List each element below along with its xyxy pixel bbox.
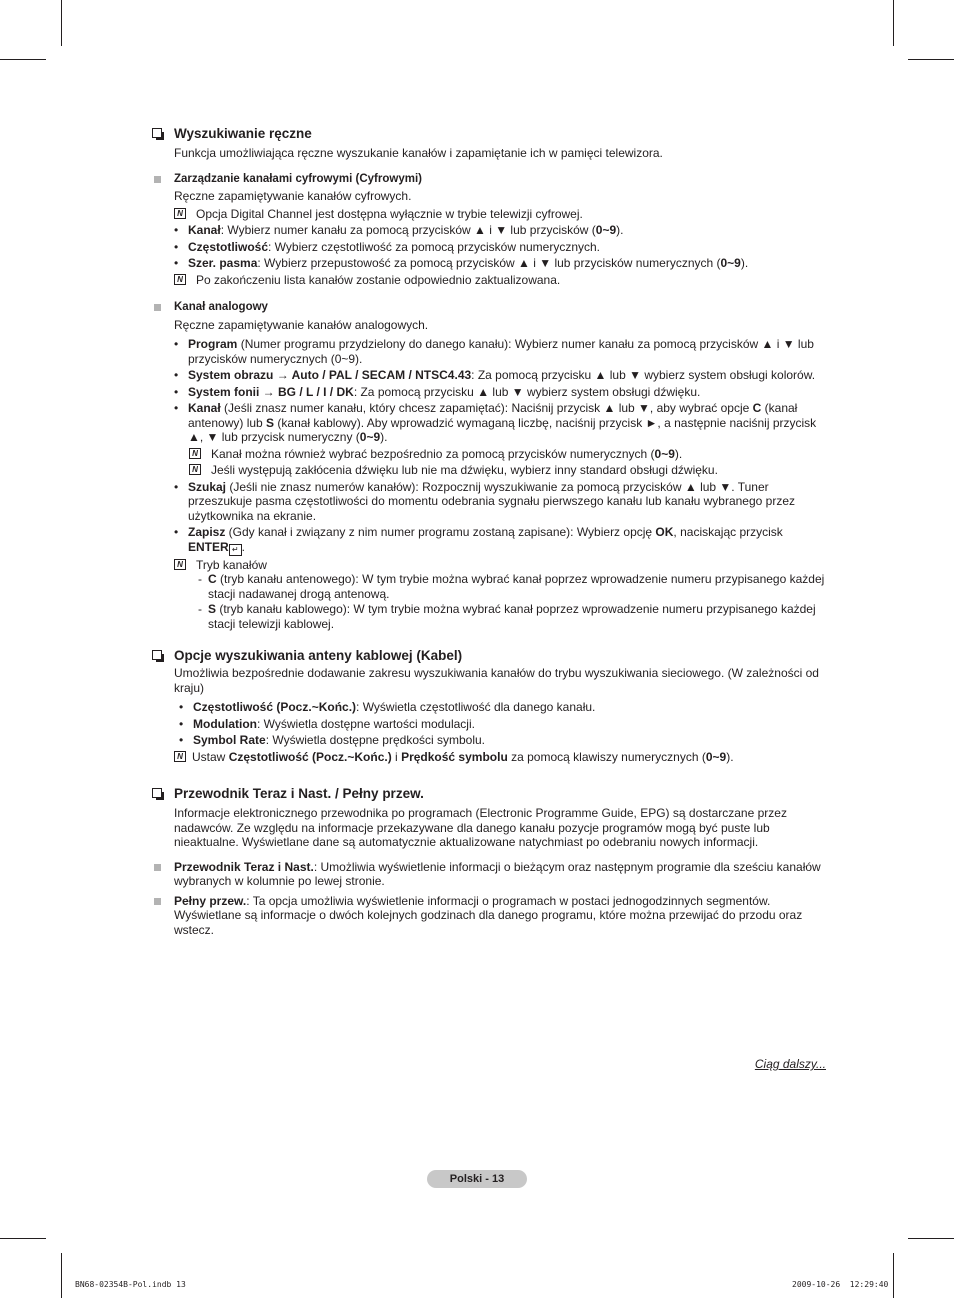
checkbox-icon	[152, 788, 162, 798]
bullet: •	[174, 256, 179, 270]
square-bullet-icon	[154, 898, 161, 905]
crop-mark	[61, 1253, 62, 1298]
bullet: •	[174, 479, 179, 494]
list-item: • System obrazu → Auto / PAL / SECAM / NTSC4.43: Za pomocą przycisku ▲ lub ▼ wybierz system obsługi kolorów.	[174, 368, 816, 382]
enter-icon: ↵	[229, 544, 242, 556]
note: N Opcja Digital Channel jest dostępna wyłącznie w trybie telewizji cyfrowej.	[152, 207, 826, 222]
section-heading-manual-search: Wyszukiwanie ręczne	[152, 126, 826, 142]
crop-mark	[893, 1253, 894, 1298]
bullet: •	[179, 733, 184, 747]
note: N Po zakończeniu lista kanałów zostanie odpowiednio zaktualizowana.	[152, 273, 826, 288]
checkbox-icon	[152, 650, 162, 660]
subheading-analog: Kanał analogowy	[152, 300, 826, 315]
square-bullet-icon	[154, 176, 161, 183]
page-content	[152, 126, 826, 937]
continued-label: Ciąg dalszy...	[754, 1057, 826, 1071]
square-bullet-icon	[154, 304, 161, 311]
note-icon: N	[174, 274, 186, 285]
page-number-badge: Polski - 13	[427, 1170, 527, 1188]
footer-file: BN68-02354B-Pol.indb 13	[75, 1280, 186, 1289]
crop-mark	[908, 59, 954, 60]
note-icon: N	[174, 208, 186, 219]
crop-mark	[893, 0, 894, 46]
list-item: • Zapisz (Gdy kanał i związany z nim numer programu zostaną zapisane): Wybierz opcję OK, naciskając przycisk ENTER ↵ .	[174, 525, 783, 554]
bullet: •	[174, 337, 179, 351]
bullet: •	[174, 384, 179, 399]
section-heading-epg: Przewodnik Teraz i Nast. / Pełny przew.	[152, 786, 826, 802]
list-item: • Modulation: Wyświetla dostępne wartości modulacji.	[179, 716, 475, 731]
note: N Ustaw Częstotliwość (Pocz.~Końc.) i Prędkość symbolu za pomocą klawiszy numerycznych (0~9).	[152, 750, 826, 765]
list-item: Przewodnik Teraz i Nast.: Umożliwia wyświetlenie informacji o bieżącym oraz następnym programie dla sześciu kanałów wybranych w kolumnie po lewej stronie.	[152, 860, 826, 889]
bullet: •	[174, 525, 179, 539]
list-item: • Symbol Rate: Wyświetla dostępne prędkości symbolu.	[179, 733, 486, 747]
section-heading-cable-search: Opcje wyszukiwania anteny kablowej (Kabel)	[152, 648, 826, 664]
list-item: • Szukaj (Jeśli nie znasz numerów kanałów): Rozpocznij wyszukiwanie za pomocą przycisków ▲ lub ▼. Tuner przeszukuje pasma częstotliwości do momentu odebrania sygnału pierwszego kanału lub kanału wybranego przez użytkownika na ekranie.	[174, 479, 796, 523]
list-item: • Kanał: Wybierz numer kanału za pomocą przycisków ▲ i ▼ lub przycisków (0~9).	[174, 223, 624, 237]
paragraph: Ręczne zapamiętywanie kanałów cyfrowych.	[174, 189, 412, 203]
section-description: Informacje elektronicznego przewodnika po programach (Electronic Programme Guide, EPG) są dostarczane przez nadawców. Ze względu na informacje przekazywane dla danego kanału pozycje programów mogą być puste lub nieaktualne. Wyświetlane dane są automatycznie aktualizowane natychmiast po odebraniu nowych informacji.	[174, 806, 787, 849]
list-item: • Szer. pasma: Wybierz przepustowość za pomocą przycisków ▲ i ▼ lub przycisków numerycznych (0~9).	[174, 256, 749, 270]
crop-mark	[0, 1238, 46, 1239]
note-icon: N	[189, 464, 201, 475]
crop-mark	[908, 1238, 954, 1239]
note-icon: N	[174, 559, 186, 570]
bullet: •	[179, 716, 184, 731]
note-icon: N	[189, 448, 201, 459]
checkbox-icon	[152, 128, 162, 138]
bullet: •	[179, 700, 184, 714]
bullet: •	[174, 239, 179, 254]
note: N Kanał można również wybrać bezpośrednio za pomocą przycisków numerycznych (0~9).	[152, 447, 826, 462]
section-description: Umożliwia bezpośrednie dodawanie zakresu wyszukiwania kanałów do trybu wyszukiwania sieciowego. (W zależności od kraju)	[174, 666, 819, 695]
list-item: Pełny przew.: Ta opcja umożliwia wyświetlenie informacji o programach w postaci jednogodzinnych segmentów. Wyświetlane są informacje o dwóch kolejnych godzinach dla danego programu, które można przewijać do przodu oraz wstecz.	[152, 894, 826, 938]
list-item: • Kanał (Jeśli znasz numer kanału, który chcesz zapamiętać): Naciśnij przycisk ▲ lub ▼, aby wybrać opcje C (kanał antenowy) lub S (kanał kablowy). Aby wprowadzić wymaganą liczbę, naciśnij przycisk ►, a następnie naciśnij przycisk ▲, ▼ lub przycisk numeryczny (0~9).	[174, 401, 817, 444]
footer-date: 2009-10-26 ￼12:29:40	[792, 1280, 889, 1289]
subheading-digital: Zarządzanie kanałami cyfrowymi (Cyfrowymi)	[152, 172, 826, 187]
note: N Jeśli występują zakłócenia dźwięku lub nie ma dźwięku, wybierz inny standard obsługi dźwięku.	[152, 463, 826, 478]
note: N Tryb kanałów	[152, 558, 826, 573]
bullet: •	[174, 401, 179, 415]
list-item: - C (tryb kanału antenowego): W tym trybie można wybrać kanał poprzez wprowadzenie numeru przypisanego każdej stacji nadawanej drogą antenową.	[198, 572, 825, 601]
list-item: • System fonii → BG / L / I / DK: Za pomocą przycisku ▲ lub ▼ wybierz system obsługi dźwięku.	[174, 384, 701, 399]
bullet: •	[174, 368, 179, 382]
crop-mark	[0, 59, 46, 60]
section-description: Funkcja umożliwiająca ręczne wyszukanie kanałów i zapamiętanie ich w pamięci telewizora.	[174, 146, 663, 160]
square-bullet-icon	[154, 864, 161, 871]
list-item: • Częstotliwość: Wybierz częstotliwość za pomocą przycisków numerycznych.	[174, 239, 601, 254]
list-item: - S (tryb kanału kablowego): W tym trybie można wybrać kanał poprzez wprowadzenie numeru przypisanego każdej stacji telewizji kablowej.	[198, 602, 816, 631]
crop-mark	[61, 0, 62, 46]
paragraph: Ręczne zapamiętywanie kanałów analogowych.	[174, 317, 429, 332]
note-icon: N	[174, 751, 186, 762]
list-item: • Częstotliwość (Pocz.~Końc.): Wyświetla częstotliwość dla danego kanału.	[179, 700, 596, 714]
list-item: • Program (Numer programu przydzielony do danego kanału): Wybierz numer kanału za pomocą przycisków ▲ i ▼ lub przycisków numerycznych (0~9).	[174, 337, 814, 366]
bullet: •	[174, 223, 179, 237]
